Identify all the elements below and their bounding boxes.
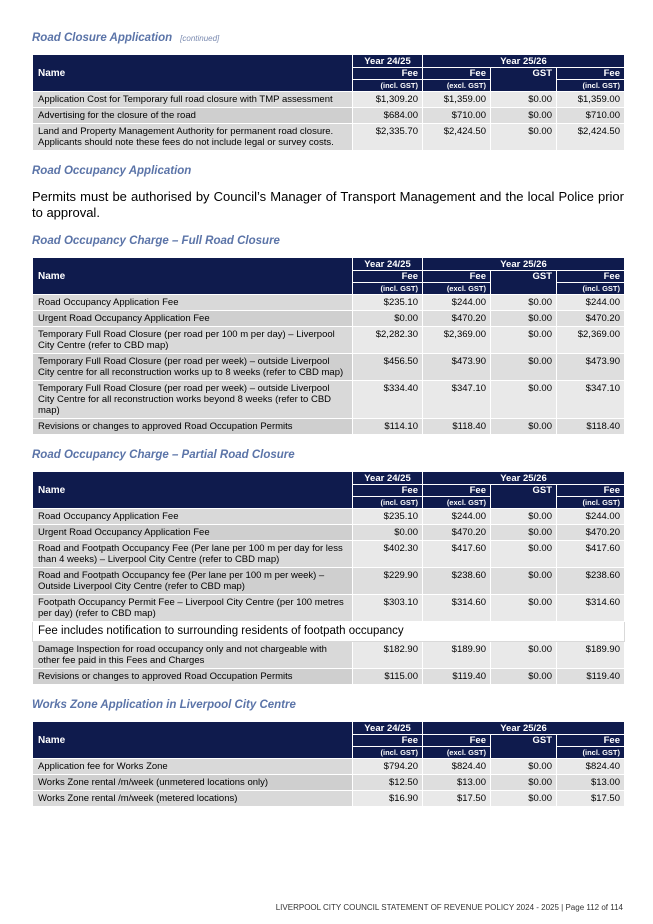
col-header-year-25-26: Year 25/26 — [423, 55, 625, 68]
row-fee-24-25: $794.20 — [353, 759, 423, 775]
table-row — [33, 509, 625, 525]
table-row — [33, 669, 625, 685]
row-fee-excl-gst: $470.20 — [423, 525, 491, 541]
table-row — [33, 92, 625, 108]
row-gst: $0.00 — [491, 124, 557, 151]
col-header-fee: Fee — [423, 68, 491, 80]
row-fee-excl-gst: $119.40 — [423, 669, 491, 685]
col-header-incl-gst: (incl. GST) — [353, 80, 423, 92]
row-fee-excl-gst: $244.00 — [423, 509, 491, 525]
section-title-text: Road Closure Application — [32, 32, 173, 44]
col-header-gst: GST — [491, 735, 557, 759]
row-name: Road Occupancy Application Fee — [33, 509, 353, 525]
row-gst: $0.00 — [491, 541, 557, 568]
row-fee-excl-gst: $2,424.50 — [423, 124, 491, 151]
col-header-fee: Fee — [557, 485, 625, 497]
row-gst: $0.00 — [491, 419, 557, 435]
table-header — [33, 258, 625, 295]
row-fee-24-25: $182.90 — [353, 642, 423, 669]
section-title-text: Works Zone Application in Liverpool City Centre — [32, 699, 296, 711]
row-fee-excl-gst: $118.40 — [423, 419, 491, 435]
col-header-gst: GST — [491, 68, 557, 92]
row-fee-24-25: $456.50 — [353, 354, 423, 381]
section-title-road-closure — [32, 30, 624, 46]
col-header-excl-gst: (excl. GST) — [423, 283, 491, 295]
col-header-fee: Fee — [423, 271, 491, 283]
row-fee-incl-gst: $244.00 — [557, 295, 625, 311]
row-fee-excl-gst: $189.90 — [423, 642, 491, 669]
row-fee-excl-gst: $2,369.00 — [423, 327, 491, 354]
section-title-text: Road Occupancy Charge – Full Road Closure — [32, 235, 280, 247]
col-header-year-25-26: Year 25/26 — [423, 472, 625, 485]
col-header-excl-gst: (excl. GST) — [423, 497, 491, 509]
row-name: Footpath Occupancy Permit Fee – Liverpool City Centre (per 100 metres per day) (refer to CBD map) — [33, 595, 353, 622]
row-fee-24-25: $2,282.30 — [353, 327, 423, 354]
row-fee-24-25: $0.00 — [353, 311, 423, 327]
table-row — [33, 759, 625, 775]
row-gst: $0.00 — [491, 759, 557, 775]
col-header-fee: Fee — [353, 735, 423, 747]
row-name: Temporary Full Road Closure (per road per week) – outside Liverpool City Centre for all reconstruction works beyond 8 weeks (refer to CBD map) — [33, 381, 353, 419]
row-fee-incl-gst: $1,359.00 — [557, 92, 625, 108]
col-header-incl-gst: (incl. GST) — [557, 747, 625, 759]
row-name: Land and Property Management Authority for permanent road closure. Applicants should note these fees do not include legal or survey costs. — [33, 124, 353, 151]
col-header-incl-gst: (incl. GST) — [353, 747, 423, 759]
col-header-incl-gst: (incl. GST) — [557, 497, 625, 509]
col-header-year-24-25: Year 24/25 — [353, 55, 423, 68]
row-gst: $0.00 — [491, 791, 557, 807]
col-header-year-24-25: Year 24/25 — [353, 472, 423, 485]
table-row — [33, 381, 625, 419]
row-name: Application fee for Works Zone — [33, 759, 353, 775]
row-fee-incl-gst: $347.10 — [557, 381, 625, 419]
row-fee-incl-gst: $470.20 — [557, 525, 625, 541]
row-gst: $0.00 — [491, 295, 557, 311]
row-fee-24-25: $303.10 — [353, 595, 423, 622]
row-fee-incl-gst: $17.50 — [557, 791, 625, 807]
row-fee-excl-gst: $314.60 — [423, 595, 491, 622]
row-fee-excl-gst: $17.50 — [423, 791, 491, 807]
row-fee-24-25: $684.00 — [353, 108, 423, 124]
row-fee-excl-gst: $710.00 — [423, 108, 491, 124]
col-header-year-24-25: Year 24/25 — [353, 722, 423, 735]
row-fee-excl-gst: $824.40 — [423, 759, 491, 775]
footpath-notification-note: Fee includes notification to surrounding residents of footpath occupancy — [33, 622, 625, 642]
row-fee-excl-gst: $238.60 — [423, 568, 491, 595]
table-header — [33, 722, 625, 759]
row-fee-excl-gst: $417.60 — [423, 541, 491, 568]
col-header-gst: GST — [491, 271, 557, 295]
col-header-fee: Fee — [557, 271, 625, 283]
table-row — [33, 108, 625, 124]
col-header-name: Name — [33, 722, 353, 759]
row-fee-24-25: $115.00 — [353, 669, 423, 685]
page-footer: LIVERPOOL CITY COUNCIL STATEMENT OF REVENUE POLICY 2024 - 2025 | Page 112 of 114 — [275, 903, 623, 912]
table-row — [33, 327, 625, 354]
row-name: Road and Footpath Occupancy fee (Per lane per 100 m per week) – Outside Liverpool City Centre (refer to CBD map) — [33, 568, 353, 595]
col-header-fee: Fee — [423, 735, 491, 747]
row-fee-incl-gst: $824.40 — [557, 759, 625, 775]
col-header-incl-gst: (incl. GST) — [353, 283, 423, 295]
col-header-gst: GST — [491, 485, 557, 509]
row-gst: $0.00 — [491, 568, 557, 595]
section-title-text: Road Occupancy Charge – Partial Road Closure — [32, 449, 295, 461]
row-fee-incl-gst: $470.20 — [557, 311, 625, 327]
row-gst: $0.00 — [491, 642, 557, 669]
section-title-road-occupancy — [32, 163, 624, 179]
table-row — [33, 419, 625, 435]
row-name: Road Occupancy Application Fee — [33, 295, 353, 311]
row-name: Urgent Road Occupancy Application Fee — [33, 311, 353, 327]
row-fee-24-25: $2,335.70 — [353, 124, 423, 151]
row-fee-24-25: $402.30 — [353, 541, 423, 568]
table-row — [33, 642, 625, 669]
row-gst: $0.00 — [491, 595, 557, 622]
row-fee-incl-gst: $13.00 — [557, 775, 625, 791]
table-header — [33, 472, 625, 509]
col-header-year-25-26: Year 25/26 — [423, 722, 625, 735]
table-row — [33, 311, 625, 327]
row-gst: $0.00 — [491, 108, 557, 124]
section-title-text: Road Occupancy Application — [32, 165, 192, 177]
row-fee-incl-gst: $314.60 — [557, 595, 625, 622]
row-fee-24-25: $16.90 — [353, 791, 423, 807]
row-gst: $0.00 — [491, 381, 557, 419]
row-fee-excl-gst: $244.00 — [423, 295, 491, 311]
row-fee-incl-gst: $238.60 — [557, 568, 625, 595]
fees-table-works-zone — [32, 721, 625, 807]
table-row — [33, 354, 625, 381]
row-fee-incl-gst: $2,369.00 — [557, 327, 625, 354]
table-note-row — [33, 622, 625, 642]
col-header-name: Name — [33, 55, 353, 92]
row-fee-incl-gst: $2,424.50 — [557, 124, 625, 151]
row-name: Temporary Full Road Closure (per road per week) – outside Liverpool City centre for all reconstruction works up to 8 weeks (refer to CBD map) — [33, 354, 353, 381]
col-header-name: Name — [33, 472, 353, 509]
row-fee-excl-gst: $1,359.00 — [423, 92, 491, 108]
fees-table-partial-closure — [32, 471, 625, 685]
fees-table-full-closure — [32, 257, 625, 435]
col-header-incl-gst: (incl. GST) — [557, 283, 625, 295]
row-fee-24-25: $1,309.20 — [353, 92, 423, 108]
row-gst: $0.00 — [491, 509, 557, 525]
col-header-year-24-25: Year 24/25 — [353, 258, 423, 271]
row-name: Damage Inspection for road occupancy only and not chargeable with other fee paid in this Fees and Charges — [33, 642, 353, 669]
section-title-full-closure — [32, 233, 624, 249]
row-fee-24-25: $235.10 — [353, 295, 423, 311]
row-name: Advertising for the closure of the road — [33, 108, 353, 124]
row-name: Urgent Road Occupancy Application Fee — [33, 525, 353, 541]
page-content — [32, 30, 624, 807]
occupancy-paragraph: Permits must be authorised by Council’s Manager of Transport Management and the local Police prior to approval. — [32, 189, 624, 220]
section-title-partial-closure — [32, 447, 624, 463]
table-row — [33, 295, 625, 311]
col-header-excl-gst: (excl. GST) — [423, 747, 491, 759]
table-row — [33, 541, 625, 568]
col-header-incl-gst: (incl. GST) — [353, 497, 423, 509]
row-fee-incl-gst: $119.40 — [557, 669, 625, 685]
table-row — [33, 525, 625, 541]
row-fee-excl-gst: $473.90 — [423, 354, 491, 381]
row-gst: $0.00 — [491, 92, 557, 108]
row-name: Works Zone rental /m/week (unmetered locations only) — [33, 775, 353, 791]
row-gst: $0.00 — [491, 354, 557, 381]
row-fee-24-25: $235.10 — [353, 509, 423, 525]
col-header-fee: Fee — [353, 271, 423, 283]
row-name: Revisions or changes to approved Road Occupation Permits — [33, 669, 353, 685]
row-fee-24-25: $0.00 — [353, 525, 423, 541]
row-fee-incl-gst: $244.00 — [557, 509, 625, 525]
row-fee-24-25: $12.50 — [353, 775, 423, 791]
col-header-fee: Fee — [557, 68, 625, 80]
table-header — [33, 55, 625, 92]
row-fee-incl-gst: $710.00 — [557, 108, 625, 124]
col-header-excl-gst: (excl. GST) — [423, 80, 491, 92]
table-row — [33, 775, 625, 791]
row-gst: $0.00 — [491, 775, 557, 791]
row-fee-excl-gst: $347.10 — [423, 381, 491, 419]
row-fee-excl-gst: $470.20 — [423, 311, 491, 327]
table-row — [33, 568, 625, 595]
section-title-works-zone — [32, 697, 624, 713]
row-gst: $0.00 — [491, 327, 557, 354]
col-header-fee: Fee — [423, 485, 491, 497]
col-header-fee: Fee — [353, 68, 423, 80]
row-name: Road and Footpath Occupancy Fee (Per lane per 100 m per day for less than 4 weeks) – Liverpool City Centre (refer to CBD map) — [33, 541, 353, 568]
col-header-incl-gst: (incl. GST) — [557, 80, 625, 92]
table-row — [33, 124, 625, 151]
row-fee-24-25: $334.40 — [353, 381, 423, 419]
row-fee-24-25: $114.10 — [353, 419, 423, 435]
row-fee-incl-gst: $473.90 — [557, 354, 625, 381]
fees-table-road-closure — [32, 54, 625, 151]
row-gst: $0.00 — [491, 525, 557, 541]
row-gst: $0.00 — [491, 311, 557, 327]
row-name: Application Cost for Temporary full road closure with TMP assessment — [33, 92, 353, 108]
col-header-name: Name — [33, 258, 353, 295]
row-fee-incl-gst: $118.40 — [557, 419, 625, 435]
table-row — [33, 595, 625, 622]
row-fee-incl-gst: $189.90 — [557, 642, 625, 669]
row-gst: $0.00 — [491, 669, 557, 685]
row-name: Temporary Full Road Closure (per road per 100 m per day) – Liverpool City Centre (refer to CBD map) — [33, 327, 353, 354]
row-fee-24-25: $229.90 — [353, 568, 423, 595]
row-fee-incl-gst: $417.60 — [557, 541, 625, 568]
col-header-fee: Fee — [557, 735, 625, 747]
row-name: Works Zone rental /m/week (metered locations) — [33, 791, 353, 807]
col-header-fee: Fee — [353, 485, 423, 497]
col-header-year-25-26: Year 25/26 — [423, 258, 625, 271]
row-fee-excl-gst: $13.00 — [423, 775, 491, 791]
continued-label: [continued] — [180, 34, 220, 43]
row-name: Revisions or changes to approved Road Occupation Permits — [33, 419, 353, 435]
table-row — [33, 791, 625, 807]
